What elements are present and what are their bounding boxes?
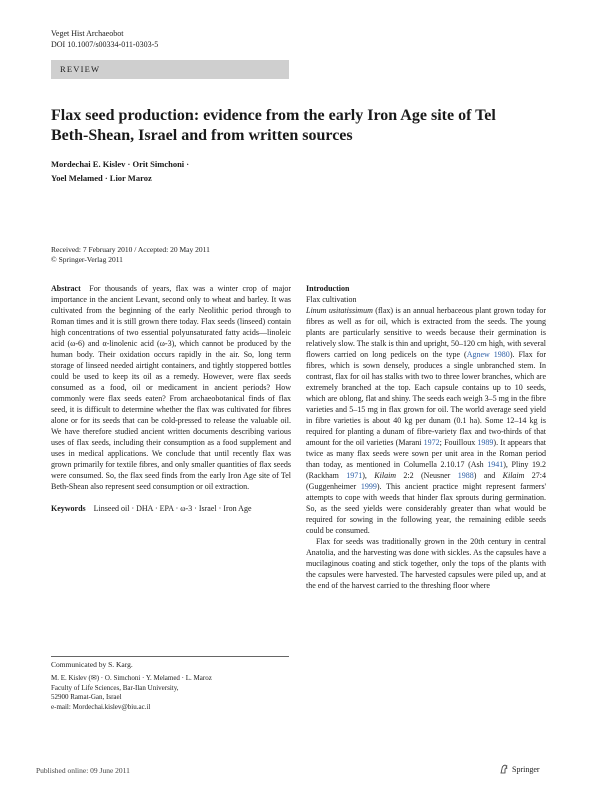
footnote-divider	[51, 656, 289, 657]
citation-link[interactable]: 1971	[346, 471, 363, 480]
paragraph-text: (flax) is an annual herbaceous plant grown today for fibres as well as for oil, which is extracted from the seeds. The young plants are particularly sensitive to weeds because their germination is relatively slow. The stalk is thin and upright, 50–120 cm high, with several flowers carried on long pedicels on the type (	[306, 306, 546, 359]
paragraph-text: ) and	[473, 471, 503, 480]
journal-header	[51, 28, 158, 50]
received-accepted: Received: 7 February 2010 / Accepted: 20 May 2011	[51, 245, 210, 254]
paragraph-text: 2:2 (Neusner	[396, 471, 458, 480]
section-label-bar	[51, 60, 289, 79]
journal-doi[interactable]: DOI 10.1007/s00334-011-0303-5	[51, 40, 159, 49]
citation-link[interactable]: 1972	[423, 438, 440, 447]
italic-term: Kilaim	[502, 471, 525, 480]
paragraph-text: ). This ancient practice might represent farmers' attempts to cope with weeds that hinder flax sprouts during germination. So, as the seed yields were considerably greater than what would be required for sowing in the following year, the remaining edible seeds could be consumed.	[306, 482, 546, 535]
copyright: © Springer-Verlag 2011	[51, 255, 123, 264]
author-affiliation	[51, 674, 212, 712]
citation-link[interactable]: Agnew 1980	[466, 350, 510, 359]
affiliation-address: 52900 Ramat-Gan, Israel	[51, 693, 122, 701]
springer-horse-icon	[500, 764, 509, 774]
intro-paragraph-2: Flax for seeds was traditionally grown in the 20th century in central Anatolia, and the harvesting was done with sickles. As the capsules have a mucilaginous coating and stick together, only the tops of the plants with the capsules were harvested. The harvested capsules were piled up, and at the end of the harvest carried to the threshing floor where	[306, 537, 546, 590]
paragraph-text: ), Pliny 19.2 (Rackham	[306, 460, 546, 480]
author-list	[51, 157, 351, 185]
keywords-label: Keywords	[51, 504, 86, 513]
subsection-heading-flax-cultivation: Flax cultivation	[306, 295, 357, 304]
section-heading-introduction: Introduction	[306, 284, 350, 293]
authors-line-2: Yoel Melamed · Lior Maroz	[51, 173, 152, 183]
italic-term: Kilaim	[374, 471, 397, 480]
citation-link[interactable]: 1989	[477, 438, 494, 447]
paragraph-text: ). Flax for fibres, which is sown densely, produces a single unbranched stem. In contrast, flax for oil has stalks with two to three lower branches, which are extremely branched at the top. Each capsule contains up to 10 seeds, which are oblong, flat and shiny. The seeds each weigh 3–5 mg in the fibre varieties and 5–15 mg in flax grown for oil. The world average seed yield in fibre varieties is about 40 kg per dunam (0.1 ha). Some 12–14 kg is required for planting a dunam of fibre-variety flax and two-thirds of that amount for the oil varieties (Marani	[306, 350, 546, 447]
affiliation-email[interactable]: e-mail: Mordechai.kislev@biu.ac.il	[51, 702, 151, 711]
citation-link[interactable]: 1941	[487, 460, 504, 469]
publication-dates	[51, 245, 210, 265]
left-column	[51, 283, 291, 514]
article-title: Flax seed production: evidence from the early Iron Age site of Tel Beth-Shean, Israel and from written sources	[51, 107, 496, 144]
authors-line-1: Mordechai E. Kislev · Orit Simchoni ·	[51, 159, 190, 169]
paragraph-text: ). It appears that twice as many flax seeds were sown per unit area in the Roman period than today, as mentioned in Columella 2.10.17 (Ash	[306, 438, 547, 469]
intro-paragraph-1	[306, 305, 546, 536]
paragraph-text: ; Fouilloux	[439, 438, 478, 447]
abstract-label: Abstract	[51, 284, 81, 293]
citation-link[interactable]: 1988	[457, 471, 474, 480]
abstract	[51, 283, 291, 492]
journal-name: Veget Hist Archaeobot	[51, 29, 124, 38]
paragraph-text: 27:4 (Guggenheimer	[306, 471, 547, 491]
affiliation-authors: M. E. Kislev (✉) · O. Simchoni · Y. Melamed · L. Maroz	[51, 674, 212, 682]
italic-term: Linum usitatissimum	[306, 306, 373, 315]
published-online-date: Published online: 09 June 2011	[36, 766, 130, 775]
abstract-text: For thousands of years, flax was a winter crop of major importance in the ancient Levant, second only to wheat and barley. It was cultivated from the beginning of the early Neolithic period through to Roman times and it is still grown there today. Flax seeds (linseed) contain high concentrations of two essential polyunsaturated fatty acids—linoleic acid (ω-6) and α-linolenic acid (ω-3), which cannot be produced by the human body. Their oxidation occurs rapidly in the air. So, long term storage of linseed needed airtight containers, and tightly stoppered bottles could be used to keep its oil as a remedy. However, were flax seeds consumed as a food, oil or medicament in ancient periods? How commonly were flax seeds eaten? From archaeobotanical finds of flax seed, it is difficult to determine whether the flax was cultivated for fibres alone or for its seeds that can be cold-pressed to release the valuable oil. We have therefore studied ancient written documents describing various uses of flax seeds, including their consumption as a food supplement and uses in medical applications. We conclude that until recently flax was grown primarily for textile fibres, and only smaller quantities of flax seeds were consumed. So, the flax seed finds from the early Iron Age site of Tel Beth-Shean also represent seed consumption or oil extraction.	[51, 284, 291, 491]
publisher-logo	[500, 764, 540, 774]
keywords-text: Linseed oil · DHA · EPA · ω-3 · Israel · Iron Age	[93, 504, 252, 513]
publisher-name: Springer	[512, 764, 540, 774]
keywords	[51, 503, 291, 514]
section-label: REVIEW	[60, 64, 101, 74]
communicated-by: Communicated by S. Karg.	[51, 660, 133, 669]
paragraph-text: ),	[362, 471, 375, 480]
citation-link[interactable]: 1999	[360, 482, 377, 491]
affiliation-faculty: Faculty of Life Sciences, Bar-Ilan University,	[51, 683, 179, 692]
right-column	[306, 283, 546, 591]
